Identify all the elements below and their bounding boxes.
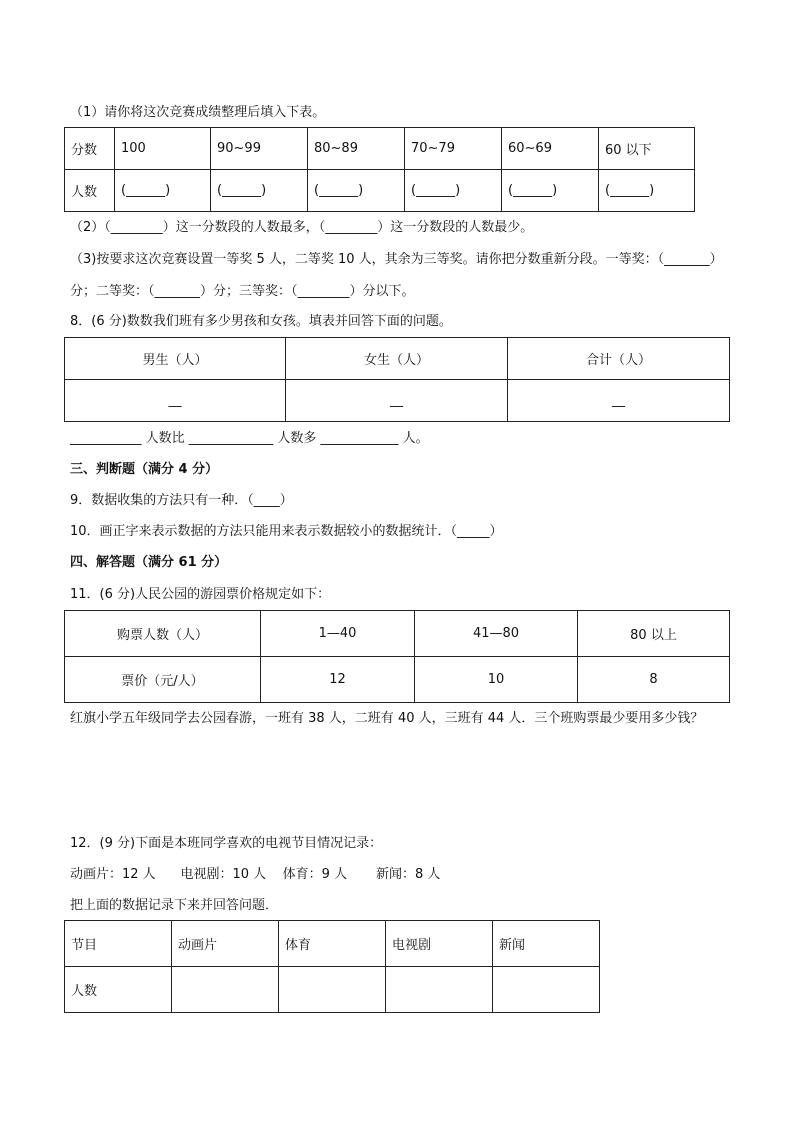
tv-header-news: 新闻: [493, 921, 600, 967]
score-count-row: [65, 170, 695, 212]
ticket-price-value: 12: [261, 657, 415, 703]
question-9: 9．数据收集的方法只有一种．（____）: [70, 493, 293, 508]
tv-header-cartoon: 动画片: [172, 921, 279, 967]
score-blank[interactable]: (______): [502, 170, 599, 212]
gender-header-row: [65, 338, 730, 380]
question-part-3-line-2: 分；二等奖：（_______）分；三等奖：（________）分以下。: [70, 284, 415, 299]
tv-count-row: [65, 967, 600, 1013]
score-blank[interactable]: (______): [405, 170, 502, 212]
tv-header-program: 节目: [65, 921, 172, 967]
tv-count-sports[interactable]: [279, 967, 386, 1013]
score-blank[interactable]: (______): [599, 170, 695, 212]
total-blank[interactable]: __: [508, 380, 730, 422]
ticket-count-range: 80 以上: [578, 611, 730, 657]
question-10: 10．画正字来表示数据的方法只能用来表示数据较小的数据统计．（_____）: [70, 524, 503, 539]
tv-count-drama[interactable]: [386, 967, 493, 1013]
question-12-data: 动画片：12 人 电视剧：10 人 体育：9 人 新闻：8 人: [70, 867, 441, 882]
question-11-text: 红旗小学五年级同学去公园春游，一班有 38 人，二班有 40 人，三班有 44 人．三个班购票最少要用多少钱？: [70, 711, 704, 726]
section-3-heading: 三、判断题（满分 4 分）: [70, 462, 219, 477]
question-8-compare: ___________ 人数比 _____________ 人数多 ____________ 人。: [70, 431, 429, 446]
score-range: 60 以下: [599, 128, 695, 170]
ticket-price-row: [65, 657, 730, 703]
section-4-heading: 四、解答题（满分 61 分）: [70, 555, 228, 570]
total-header: 合计（人）: [508, 338, 730, 380]
score-range: 80~89: [308, 128, 405, 170]
question-12-instruction: 把上面的数据记录下来并回答问题．: [70, 898, 279, 913]
ticket-count-row: [65, 611, 730, 657]
score-header-label: 分数: [65, 128, 115, 170]
tv-program-table: [64, 920, 600, 1013]
question-12: 12．(9 分)下面是本班同学喜欢的电视节目情况记录：: [70, 836, 383, 851]
boys-header: 男生（人）: [65, 338, 286, 380]
ticket-price-table: [64, 610, 730, 703]
girls-header: 女生（人）: [286, 338, 508, 380]
score-header-row: [65, 128, 695, 170]
question-part-3-line-1: （3)按要求这次竞赛设置一等奖 5 人，二等奖 10 人，其余为三等奖。请你把分数重新分段。一等奖：（_______）: [70, 252, 723, 267]
ticket-price-value: 10: [415, 657, 578, 703]
tv-count-cartoon[interactable]: [172, 967, 279, 1013]
tv-row-label: 人数: [65, 967, 172, 1013]
girls-blank[interactable]: __: [286, 380, 508, 422]
question-8: 8．(6 分)数数我们班有多少男孩和女孩。填表并回答下面的问题。: [70, 314, 452, 329]
score-blank[interactable]: (______): [115, 170, 211, 212]
ticket-count-range: 1—40: [261, 611, 415, 657]
ticket-price-value: 8: [578, 657, 730, 703]
question-11: 11．(6 分)人民公园的游园票价格规定如下：: [70, 587, 331, 602]
ticket-count-range: 41—80: [415, 611, 578, 657]
score-table: [64, 127, 695, 212]
ticket-count-label: 购票人数（人）: [65, 611, 261, 657]
score-range: 90~99: [211, 128, 308, 170]
score-range: 100: [115, 128, 211, 170]
tv-count-news[interactable]: [493, 967, 600, 1013]
score-row-label: 人数: [65, 170, 115, 212]
tv-header-drama: 电视剧: [386, 921, 493, 967]
gender-table: [64, 337, 730, 422]
question-part-1: （1）请你将这次竞赛成绩整理后填入下表。: [70, 105, 326, 120]
question-part-2: （2）（________）这一分数段的人数最多，（________）这一分数段的人数最少。: [70, 220, 534, 235]
score-blank[interactable]: (______): [308, 170, 405, 212]
score-range: 60~69: [502, 128, 599, 170]
ticket-price-label: 票价（元/人）: [65, 657, 261, 703]
tv-header-row: [65, 921, 600, 967]
boys-blank[interactable]: __: [65, 380, 286, 422]
score-blank[interactable]: (______): [211, 170, 308, 212]
score-range: 70~79: [405, 128, 502, 170]
tv-header-sports: 体育: [279, 921, 386, 967]
gender-value-row: [65, 380, 730, 422]
